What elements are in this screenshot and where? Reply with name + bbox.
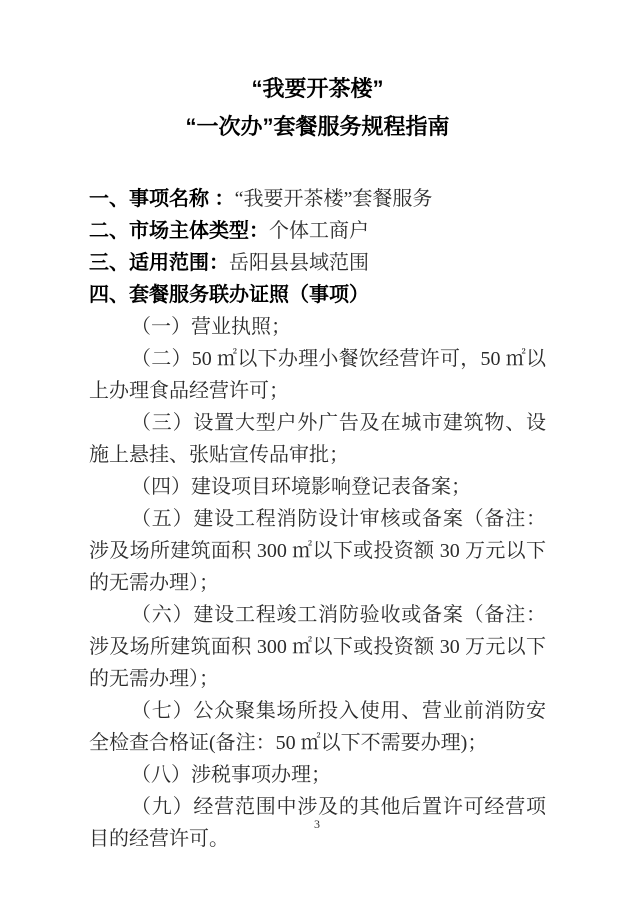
list-item-4: （四）建设项目环境影响登记表备案； — [131, 476, 471, 498]
list-item-5: （五）建设工程消防设计审核或备案（备注：涉及场所建筑面积 300 ㎡以下或投资额 30 万元以下的无需办理）； — [89, 508, 546, 594]
list-item-8: （八）涉税事项办理； — [131, 764, 331, 786]
section-value: 岳阳县县域范围 — [229, 252, 369, 274]
section-label: 一、事项名称 ： — [89, 188, 235, 210]
list-item-1: （一）营业执照； — [131, 316, 291, 338]
section-heading-item-name — [89, 183, 546, 215]
section-label: 三、适用范围： — [89, 252, 229, 274]
doc-title — [89, 70, 546, 146]
license-list — [89, 311, 546, 855]
list-item-2: （二）50 ㎡以下办理小餐饮经营许可，50 ㎡以上办理食品经营许可； — [89, 348, 546, 402]
section-label: 四、套餐服务联办证照（事项） — [89, 284, 369, 306]
doc-title-line-2: “一次办”套餐服务规程指南 — [185, 114, 450, 139]
list-item-9: （九）经营范围中涉及的其他后置许可经营项目的经营许可。 — [89, 796, 546, 850]
list-item-7: （七）公众聚集场所投入使用、营业前消防安全检查合格证(备注：50 ㎡以下不需要办理)； — [89, 700, 546, 754]
page-number: 3 — [314, 817, 320, 831]
section-heading-scope — [89, 247, 546, 279]
section-value: 个体工商户 — [269, 220, 369, 242]
list-item-3: （三）设置大型户外广告及在城市建筑物、设施上悬挂、张贴宣传品审批； — [89, 412, 546, 466]
list-item-6: （六）建设工程竣工消防验收或备案（备注：涉及场所建筑面积 300 ㎡以下或投资额 30 万元以下的无需办理）； — [89, 604, 546, 690]
section-label: 二、市场主体类型： — [89, 220, 269, 242]
section-heading-entity-type — [89, 215, 546, 247]
section-headings — [89, 183, 546, 311]
section-value: “我要开茶楼”套餐服务 — [234, 188, 433, 210]
doc-title-line-1: “我要开茶楼” — [251, 76, 384, 101]
section-heading-licenses — [89, 279, 546, 311]
